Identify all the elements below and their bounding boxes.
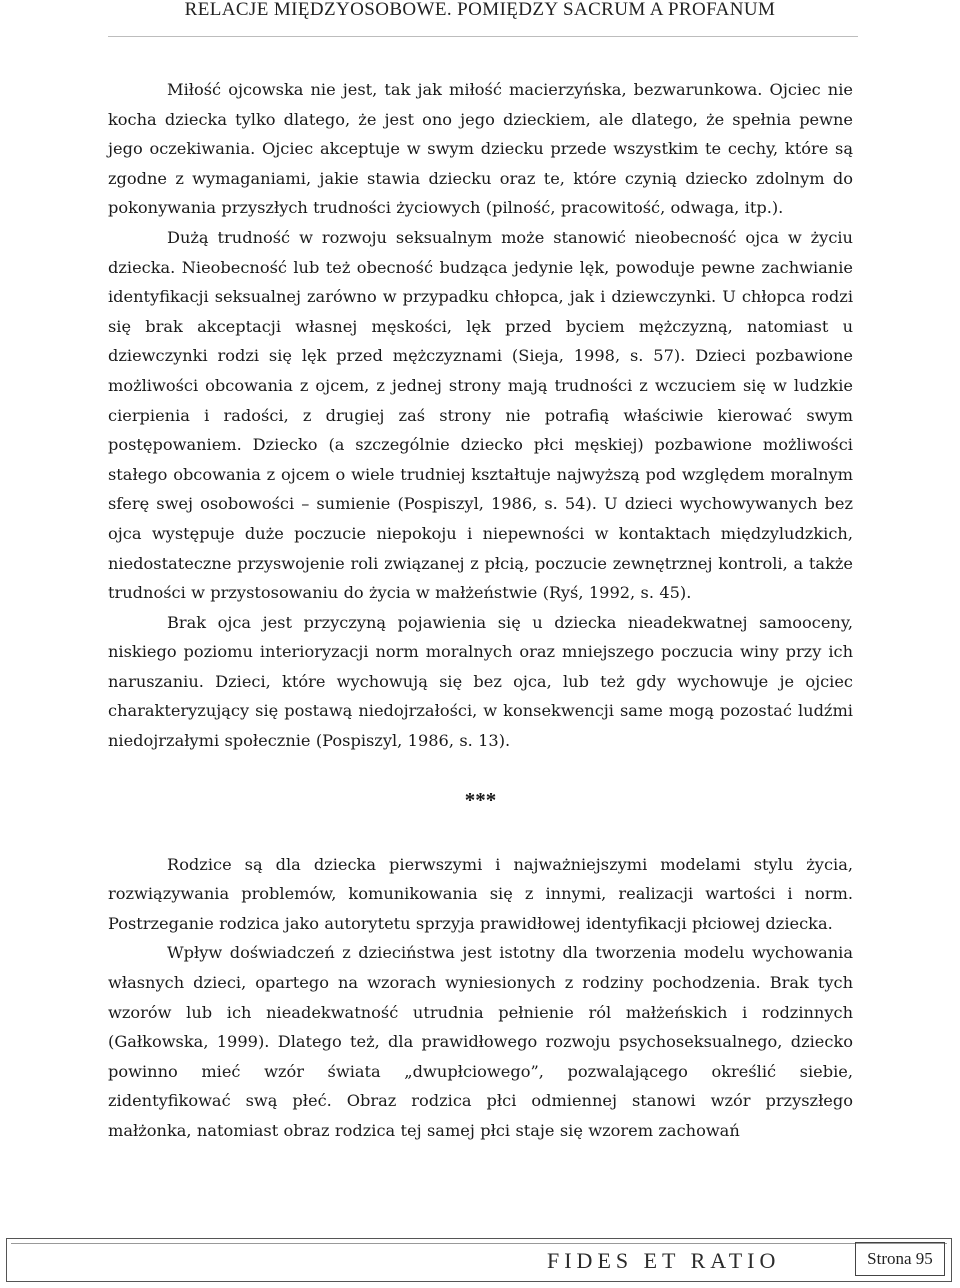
paragraph: Wpływ doświadczeń z dzieciństwa jest istotny dla tworzenia modelu wychowania własnych dzieci, opartego na wzorach wyniesionych z rodziny pochodzenia. Brak tych wzorów lub ich nieadekwatność utrudnia pełnienie ról małżeńskich i rodzinnych (Gałkowska, 1999). Dlatego też, dla prawidłowego rozwoju psychoseksualnego, dziecko powinno mieć wzór świata „dwupłciowego”, pozwalającego określić siebie, zidentyfikować swą płeć. Obraz rodzica płci odmiennej stanowi wzór przyszłego małżonka, natomiast obraz rodzica tej samej płci staje się wzorem zachowań xyxy=(108,943,853,1140)
page-number: Strona 95 xyxy=(855,1242,945,1276)
header-divider xyxy=(108,36,858,37)
page-body xyxy=(108,75,853,1146)
paragraph: Brak ojca jest przyczyną pojawienia się u dziecka nieadekwatnej samooceny, niskiego poziomu interioryzacji norm moralnych oraz mniejszego poczucia winy przy ich naruszaniu. Dzieci, które wychowują się bez ojca, lub też gdy wychowuje je ojciec charakteryzujący się postawą niedojrzałości, w konsekwencji same mogą pozostać ludźmi niedojrzałymi społecznie (Pospiszyl, 1986, s. 13). xyxy=(108,612,853,751)
footer-inner-rule xyxy=(11,1243,947,1277)
paragraph: Dużą trudność w rozwoju seksualnym może stanowić nieobecność ojca w życiu dziecka. Nieobecność lub też obecność budząca jedynie lęk, powoduje pewne zachwianie identyfikacji seksualnej zarówno w przypadku chłopca, jak i dziewczynki. U chłopca rodzi się brak akceptacji własnej męskości, lęk przed byciem mężczyzną, natomiast u dziewczynki rodzi się lęk przed mężczyznami (Sieja, 1998, s. 57). Dzieci pozbawione możliwości obcowania z ojcem, z jednej strony mają trudności z wczuciem się w ludzkie cierpienia i radości, z drugiej zaś strony nie potrafią właściwie kierować swym postępowaniem. Dziecko (a szczególnie dziecko płci męskiej) pozbawione możliwości stałego obcowania z ojcem o wiele trudniej kształtuje najwyższą pod względem moralnym sferę swej osobowości – sumienie (Pospiszyl, 1986, s. 54). U dzieci wychowywanych bez ojca występuje duże poczucie niepokoju i niepewności w kontaktach międzyludzkich, niedostateczne przyswojenie roli związanej z płcią, poczucie zewnętrznej kontroli, a także trudności w przystosowaniu do życia w małżeństwie (Ryś, 1992, s. 45). xyxy=(108,227,853,603)
page-footer xyxy=(6,1238,952,1282)
paragraph: Rodzice są dla dziecka pierwszymi i najważniejszymi modelami stylu życia, rozwiązywania problemów, komunikowania się z innymi, realizacji wartości i norm. Postrzeganie rodzica jako autorytetu sprzyja prawidłowej identyfikacji płciowej dziecka. xyxy=(108,854,853,933)
header-title: RELACJE MIĘDZYOSOBOWE. POMIĘDZY SACRUM A PROFANUM xyxy=(184,0,776,20)
running-header xyxy=(0,0,960,22)
section-separator: *** xyxy=(464,787,497,812)
journal-name: FIDES ET RATIO xyxy=(547,1248,781,1273)
paragraph: Miłość ojcowska nie jest, tak jak miłość macierzyńska, bezwarunkowa. Ojciec nie kocha dziecka tylko dlatego, że jest ono jego dzieckiem, ale dlatego, że spełnia pewne jego oczekiwania. Ojciec akceptuje w swym dziecku przede wszystkim te cechy, które są zgodne z wymaganiami, jakie stawia dziecku oraz te, które czynią dziecko zdolnym do pokonywania przyszłych trudności życiowych (pilność, pracowitość, odwaga, itp.). xyxy=(108,80,853,218)
